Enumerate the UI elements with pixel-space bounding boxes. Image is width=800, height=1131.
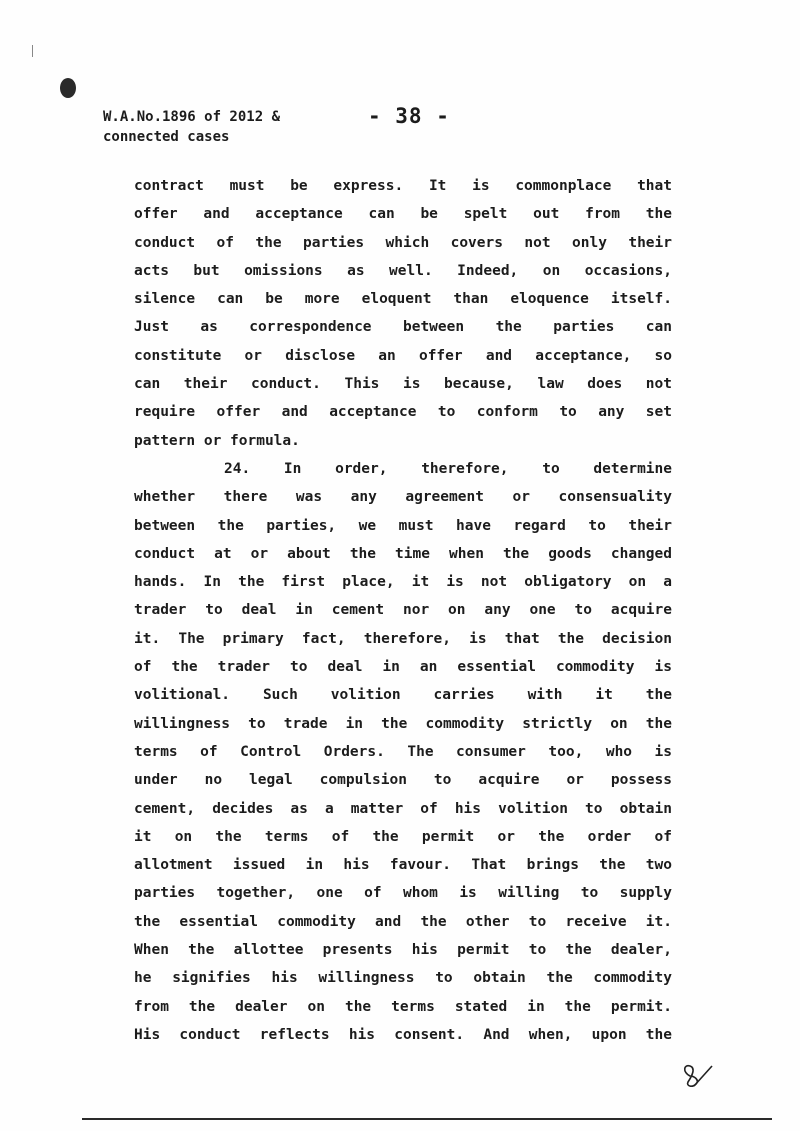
edge-mark bbox=[32, 45, 33, 57]
text-line: pattern or formula. bbox=[134, 432, 300, 449]
footer-rule bbox=[82, 1118, 772, 1120]
text-line: acts but omissions as well. Indeed, on occasions, bbox=[134, 262, 672, 279]
body-text bbox=[134, 172, 672, 1049]
text-line: conduct of the parties which covers not only their bbox=[134, 234, 672, 251]
text-line: parties together, one of whom is willing to supply bbox=[134, 885, 672, 902]
text-line: he signifies his willingness to obtain the commodity bbox=[134, 970, 672, 987]
text-line: of the trader to deal in an essential commodity is bbox=[134, 659, 672, 676]
text-line: can their conduct. This is because, law does not bbox=[134, 376, 672, 393]
text-line: require offer and acceptance to conform to any set bbox=[134, 404, 672, 421]
case-reference-line-1: W.A.No.1896 of 2012 & bbox=[103, 109, 281, 125]
text-line: willingness to trade in the commodity strictly on the bbox=[134, 715, 672, 732]
text-line: hands. In the first place, it is not obligatory on a bbox=[134, 574, 672, 591]
case-reference-line-2: connected cases bbox=[103, 129, 230, 145]
text-line: His conduct reflects his consent. And when, upon the bbox=[134, 1026, 672, 1043]
text-line: trader to deal in cement nor on any one to acquire bbox=[134, 602, 672, 619]
text-line: allotment issued in his favour. That brings the two bbox=[134, 857, 672, 874]
text-line: it. The primary fact, therefore, is that the decision bbox=[134, 630, 672, 647]
text-line: offer and acceptance can be spelt out from the bbox=[134, 206, 672, 223]
text-line: volitional. Such volition carries with it the bbox=[134, 687, 672, 704]
text-line: under no legal compulsion to acquire or possess bbox=[134, 772, 672, 789]
text-line: constitute or disclose an offer and acceptance, so bbox=[134, 347, 672, 364]
text-line: conduct at or about the time when the goods changed bbox=[134, 545, 672, 562]
text-line: cement, decides as a matter of his volition to obtain bbox=[134, 800, 672, 817]
text-line: terms of Control Orders. The consumer too, who is bbox=[134, 743, 672, 760]
handwritten-initials bbox=[676, 1058, 716, 1094]
page-number: - 38 - bbox=[368, 104, 450, 128]
case-reference bbox=[103, 107, 280, 147]
punch-hole bbox=[60, 78, 76, 98]
paragraph-24-first-line: 24. In order, therefore, to determine bbox=[224, 460, 672, 477]
text-line: Just as correspondence between the parties can bbox=[134, 319, 672, 336]
text-line: silence can be more eloquent than eloquence itself. bbox=[134, 291, 672, 308]
text-line: the essential commodity and the other to receive it. bbox=[134, 913, 672, 930]
text-line: When the allottee presents his permit to the dealer, bbox=[134, 942, 672, 959]
text-line: from the dealer on the terms stated in the permit. bbox=[134, 998, 672, 1015]
text-line: whether there was any agreement or consensuality bbox=[134, 489, 672, 506]
text-line: contract must be express. It is commonplace that bbox=[134, 178, 672, 194]
text-line: it on the terms of the permit or the order of bbox=[134, 828, 672, 845]
text-line: between the parties, we must have regard to their bbox=[134, 517, 672, 534]
